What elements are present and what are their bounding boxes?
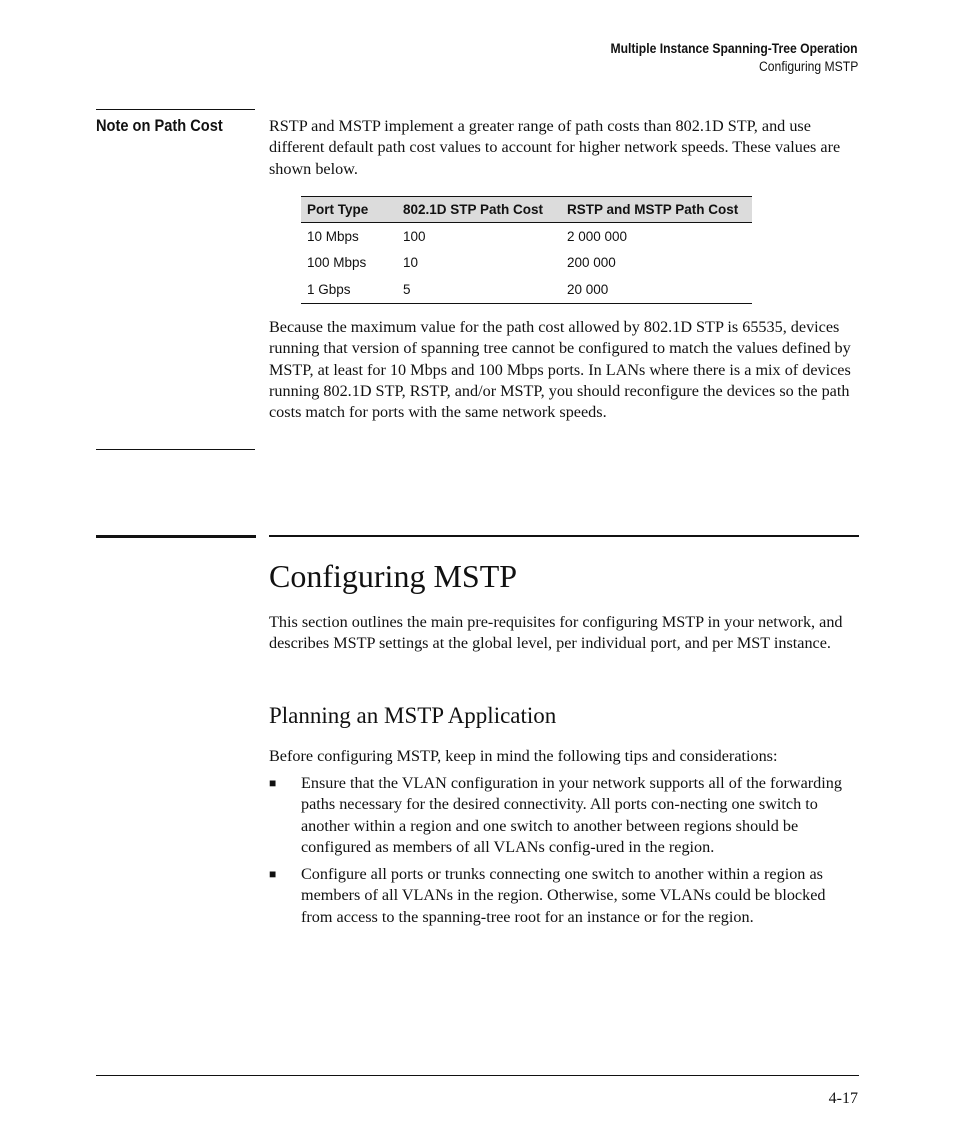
square-bullet-icon: ■ [269, 867, 277, 882]
table-row [301, 250, 752, 277]
list-item [269, 773, 859, 858]
table-cell: 2 000 000 [567, 228, 628, 244]
running-header-subtitle: Configuring MSTP [758, 59, 858, 74]
list-item-text: Ensure that the VLAN configuration in your network supports all of the forwarding paths necessary for the desired connectivity. All ports con-necting one switch to another within a region and one switch to another between regions should be configured as members of all VLANs config-ured in the region. [301, 774, 842, 856]
table-cell: 100 [403, 228, 426, 244]
section-right-rule [269, 535, 859, 537]
note-intro-paragraph: RSTP and MSTP implement a greater range of path costs than 802.1D STP, and use different default path cost values to account for higher network speeds. These values are shown below. [269, 117, 841, 178]
table-row [301, 276, 752, 303]
table-header-cell: Port Type [301, 197, 397, 223]
footer-rule [96, 1075, 859, 1076]
table-cell: 100 Mbps [307, 255, 367, 271]
table-header-cell: 802.1D STP Path Cost [397, 197, 561, 223]
table-cell: 200 000 [567, 255, 616, 271]
table-cell: 5 [397, 276, 561, 303]
considerations-list [269, 773, 859, 928]
list-item [269, 864, 859, 928]
list-item-text: Configure all ports or trunks connecting one switch to another within a region as members of all VLANs in the region. Otherwise, some VLANs could be blocked from access to the spanning-tree root for an instance or for the region. [301, 865, 826, 926]
section-title: Configuring MSTP [269, 558, 518, 594]
subsection-title: Planning an MSTP Application [269, 703, 557, 728]
table-row [301, 223, 752, 250]
section-left-rule [96, 535, 256, 538]
path-cost-table [301, 196, 752, 304]
table-cell: 10 [403, 255, 419, 271]
table-header-row [301, 197, 752, 223]
table-cell: 1 Gbps [301, 276, 397, 303]
note-body-paragraph: Because the maximum value for the path cost allowed by 802.1D STP is 65535, devices running that version of spanning tree cannot be configured to match the values defined by MSTP, at least for 10 Mbps and 100 Mbps ports. In LANs where there is a mix of devices running 802.1D STP, RSTP, and/or MSTP, you should reconfigure the devices so the path costs match for ports with the same network speeds. [269, 318, 851, 422]
table-cell: 20 000 [561, 276, 752, 303]
note-top-rule [96, 109, 255, 110]
note-heading: Note on Path Cost [96, 116, 223, 135]
square-bullet-icon: ■ [269, 776, 277, 790]
table-cell: 10 Mbps [307, 228, 359, 244]
running-header-title: Multiple Instance Spanning-Tree Operation [610, 41, 858, 56]
section-intro-paragraph: This section outlines the main pre-requisites for configuring MSTP in your network, and describes MSTP settings at the global level, per individual port, and per MST instance. [269, 613, 843, 653]
table-header-cell: RSTP and MSTP Path Cost [561, 197, 752, 223]
note-bottom-rule [96, 449, 255, 450]
page-number: 4-17 [828, 1090, 858, 1107]
subsection-lead-paragraph: Before configuring MSTP, keep in mind the following tips and considerations: [269, 747, 778, 765]
